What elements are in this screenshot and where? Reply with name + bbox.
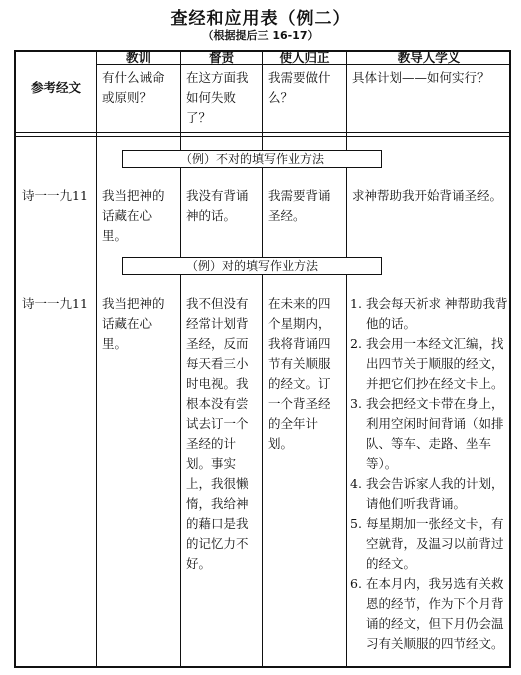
right-correct: 在未来的四个星期内，我将背诵四节有关顺服的经文。订一个背圣经的全年计划。 — [268, 296, 331, 451]
page-title: 查经和应用表（例二） — [170, 9, 351, 29]
col-divider-4 — [346, 52, 347, 666]
header-reference: 参考经文 — [30, 80, 81, 95]
right-rebuke: 我不但没有经常计划背圣经，反而每天看三小时电视。我根本没有尝试去订一个圣经的计划。事实上，我很懒惰，我给神的藉口是我的记忆力不好。 — [186, 296, 249, 571]
study-table — [14, 50, 511, 668]
plan-item: 5. 每星期加一张经文卡，有空就背，及温习以前背过的经文。 — [350, 516, 504, 571]
band-right-method: （例）对的填写作业方法 — [122, 257, 382, 275]
prompt-rebuke: 在这方面我如何失败了？ — [186, 70, 249, 125]
wrong-correct: 我需要背诵圣经。 — [268, 188, 331, 223]
col-divider-2 — [180, 52, 181, 666]
right-teach: 我当把神的话藏在心里。 — [102, 296, 165, 351]
header-rebuke: 督责 — [208, 50, 234, 65]
plan-item: 1. 我会每天祈求 神帮助我背他的话。 — [350, 296, 508, 331]
plan-item: 2. 我会用一本经文汇编，找出四节关于顺服的经文，并把它们抄在经文卡上。 — [350, 336, 504, 391]
band-wrong-method: （例）不对的填写作业方法 — [122, 150, 382, 168]
prompt-train: 具体计划——如何实行？ — [352, 70, 490, 85]
right-reference: 诗一一九11 — [22, 296, 88, 311]
header-correct: 使人归正 — [279, 50, 330, 65]
wrong-rebuke: 我没有背诵 神的话。 — [186, 188, 249, 223]
header-train: 教导人学义 — [397, 50, 461, 65]
prompt-correct: 我需要做什么？ — [268, 70, 331, 105]
page-subtitle: （根据提后三 16-17） — [202, 29, 319, 42]
wrong-teach: 我当把神的话藏在心里。 — [102, 188, 165, 243]
wrong-reference: 诗一一九11 — [22, 188, 88, 203]
wrong-train: 求神帮助我开始背诵圣经。 — [352, 188, 503, 203]
right-plan-list — [350, 294, 508, 654]
plan-item: 3. 我会把经文卡带在身上，利用空闲时间背诵（如排队、等车、走路、坐车等）。 — [350, 396, 504, 471]
plan-item: 4. 我会告诉家人我的计划，请他们听我背诵。 — [350, 476, 504, 511]
prompt-teach: 有什么诫命或原则？ — [102, 70, 165, 105]
col-divider-3 — [262, 52, 263, 666]
plan-item: 6. 在本月内，我另选有关救恩的经节，作为下个月背诵的经文，但下月仍会温习有关顺服的四节经文。 — [350, 576, 504, 651]
col-divider-1 — [96, 52, 97, 666]
header-teach: 教训 — [125, 50, 151, 65]
